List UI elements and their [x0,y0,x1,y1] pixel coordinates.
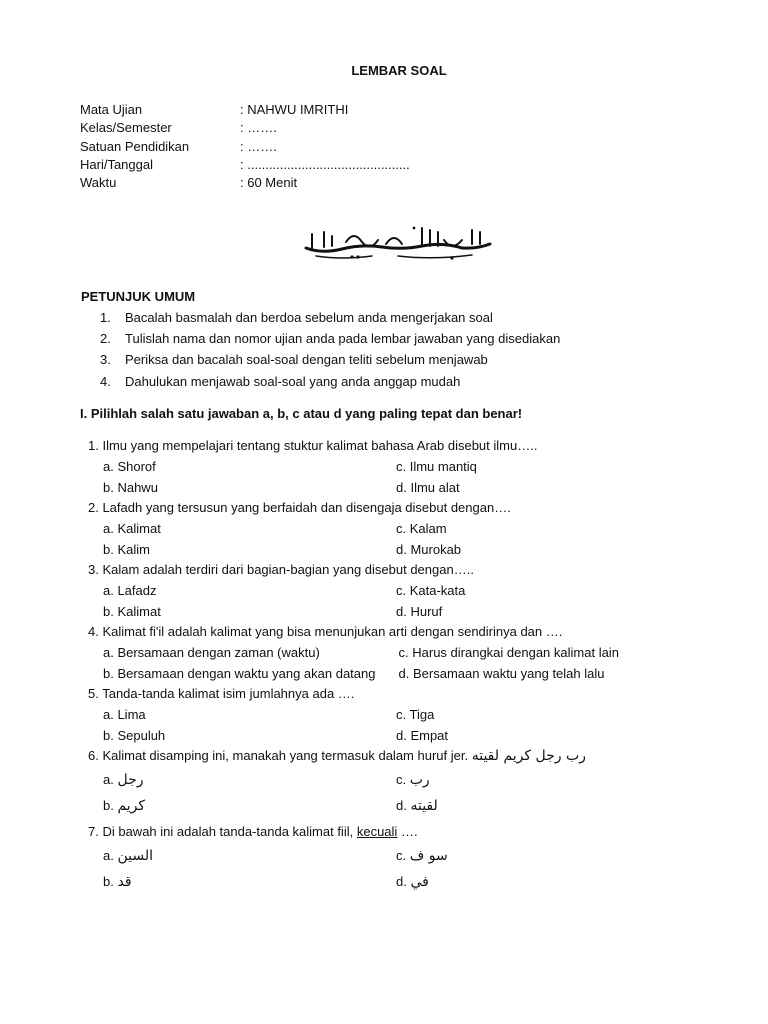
option-b [88,872,396,898]
option-d [396,872,736,898]
list-number: 3. [100,352,111,368]
option-d [396,796,736,822]
list-number: 4. [100,373,111,389]
option-row [88,581,738,602]
question-text-latin: 6. Kalimat disamping ini, manakah yang termasuk dalam huruf jer. [88,748,469,763]
option-d: d. Empat [396,727,449,743]
meta-value: : 60 Menit [240,175,298,191]
option-row [88,705,738,726]
option-d: d. Ilmu alat [396,479,460,495]
option-c: c. Ilmu mantiq [396,459,477,474]
option-row [88,846,738,872]
option-b: b. Sepuluh [103,727,166,743]
option-arabic: رجل [117,772,144,788]
option-prefix: a. [103,848,114,863]
meta-label: Mata Ujian [80,102,143,117]
option-a: a. Lafadz [103,583,157,598]
meta-row-subject [80,101,410,119]
option-arabic: السين [117,848,153,864]
list-item [100,308,560,329]
meta-value: : ……. [240,138,277,154]
option-arabic: لقيته [410,798,438,814]
question-7 [88,822,738,898]
option-row [88,457,738,478]
question-4 [88,622,738,684]
list-text: Periksa dan bacalah soal-soal dengan teliti sebelum menjawab [125,352,488,368]
meta-row-class [80,119,410,137]
meta-label: Kelas/Semester [80,120,172,136]
meta-row-date [80,156,410,174]
list-number: 1. [100,310,111,325]
option-b: b. Kalimat [103,603,161,619]
list-item [100,372,560,393]
meta-row-time [80,174,410,192]
option-arabic: رب [409,772,430,788]
exam-meta [80,101,410,192]
question-2 [88,498,738,560]
option-prefix: c. [396,848,407,863]
question-3 [88,560,738,622]
question-text: 3. Kalam adalah terdiri dari bagian-bagian yang disebut dengan….. [88,562,474,577]
option-prefix: d. [396,798,407,813]
option-row [88,643,738,664]
option-d: d. Bersamaan waktu yang telah lalu [398,665,605,681]
option-c: c. Kata-kata [396,583,466,598]
option-row [88,726,738,747]
meta-label: Satuan Pendidikan [80,138,190,154]
option-arabic: قد [117,874,132,890]
option-arabic: كريم [117,798,146,814]
option-row [88,540,738,561]
option-row [88,478,738,499]
option-row [88,519,738,540]
question-text [88,746,738,770]
option-arabic: في [410,874,429,890]
option-b [88,796,396,822]
list-item [100,350,560,371]
option-a: a. Kalimat [103,521,161,536]
list-text: Dahulukan menjawab soal-soal yang anda anggap mudah [125,373,461,389]
section-title: I. Pilihlah salah satu jawaban a, b, c atau d yang paling tepat dan benar! [80,406,523,421]
page-title: LEMBAR SOAL [351,63,447,78]
instructions-list [100,308,560,393]
option-b: b. Bersamaan dengan waktu yang akan datang [103,665,376,681]
option-c: c. Kalam [396,521,447,536]
meta-value: : ……. [240,120,277,136]
option-arabic: سو ف [409,848,448,864]
question-5 [88,684,738,746]
list-text: Bacalah basmalah dan berdoa sebelum anda mengerjakan soal [125,310,493,325]
question-list [88,436,738,898]
option-prefix: b. [103,798,114,813]
option-a [88,846,396,872]
option-a: a. Bersamaan dengan zaman (waktu) [103,645,320,660]
question-text: 2. Lafadh yang tersusun yang berfaidah dan disengaja disebut dengan…. [88,500,511,515]
option-b: b. Nahwu [103,479,158,495]
question-text: 5. Tanda-tanda kalimat isim jumlahnya ada …. [88,686,355,701]
question-text-main: 7. Di bawah ini adalah tanda-tanda kalimat fiil, [88,824,354,839]
question-text: 4. Kalimat fi'il adalah kalimat yang bisa menunjukan arti dengan sendirinya dan …. [88,624,563,639]
option-c [396,846,736,872]
option-c [396,770,736,796]
option-row [88,664,738,685]
list-item [100,329,560,350]
question-text: 1. Ilmu yang mempelajari tentang stuktur kalimat bahasa Arab disebut ilmu….. [88,438,538,453]
option-row [88,796,738,822]
option-prefix: a. [103,772,114,787]
option-row [88,770,738,796]
option-row [88,602,738,623]
option-a: a. Lima [103,707,146,722]
list-text: Tulislah nama dan nomor ujian anda pada lembar jawaban yang disediakan [125,331,561,347]
option-b: b. Kalim [103,541,150,557]
instructions-title: PETUNJUK UMUM [81,289,196,304]
option-a: a. Shorof [103,459,156,474]
meta-label: Hari/Tanggal [80,156,153,172]
question-1 [88,436,738,498]
meta-value: : ............................................. [240,156,410,172]
option-prefix: c. [396,772,407,787]
meta-row-school [80,138,410,156]
list-number: 2. [100,331,111,347]
meta-label: Waktu [80,175,117,191]
question-text-suffix: …. [400,824,418,839]
question-6 [88,746,738,822]
option-d: d. Huruf [396,603,443,619]
question-text-arabic: رب رجل كريم لقيته [471,748,586,764]
meta-value: : NAHWU IMRITHI [240,102,349,117]
question-text-emphasis: kecuali [356,824,398,839]
option-c: c. Harus dirangkai dengan kalimat lain [398,645,619,660]
option-d: d. Murokab [396,541,462,557]
question-text [88,822,738,846]
option-c: c. Tiga [396,707,435,722]
basmalah-calligraphy-icon [302,222,494,262]
option-a [88,770,396,796]
option-prefix: d. [396,874,407,889]
option-row [88,872,738,898]
option-prefix: b. [103,874,114,889]
